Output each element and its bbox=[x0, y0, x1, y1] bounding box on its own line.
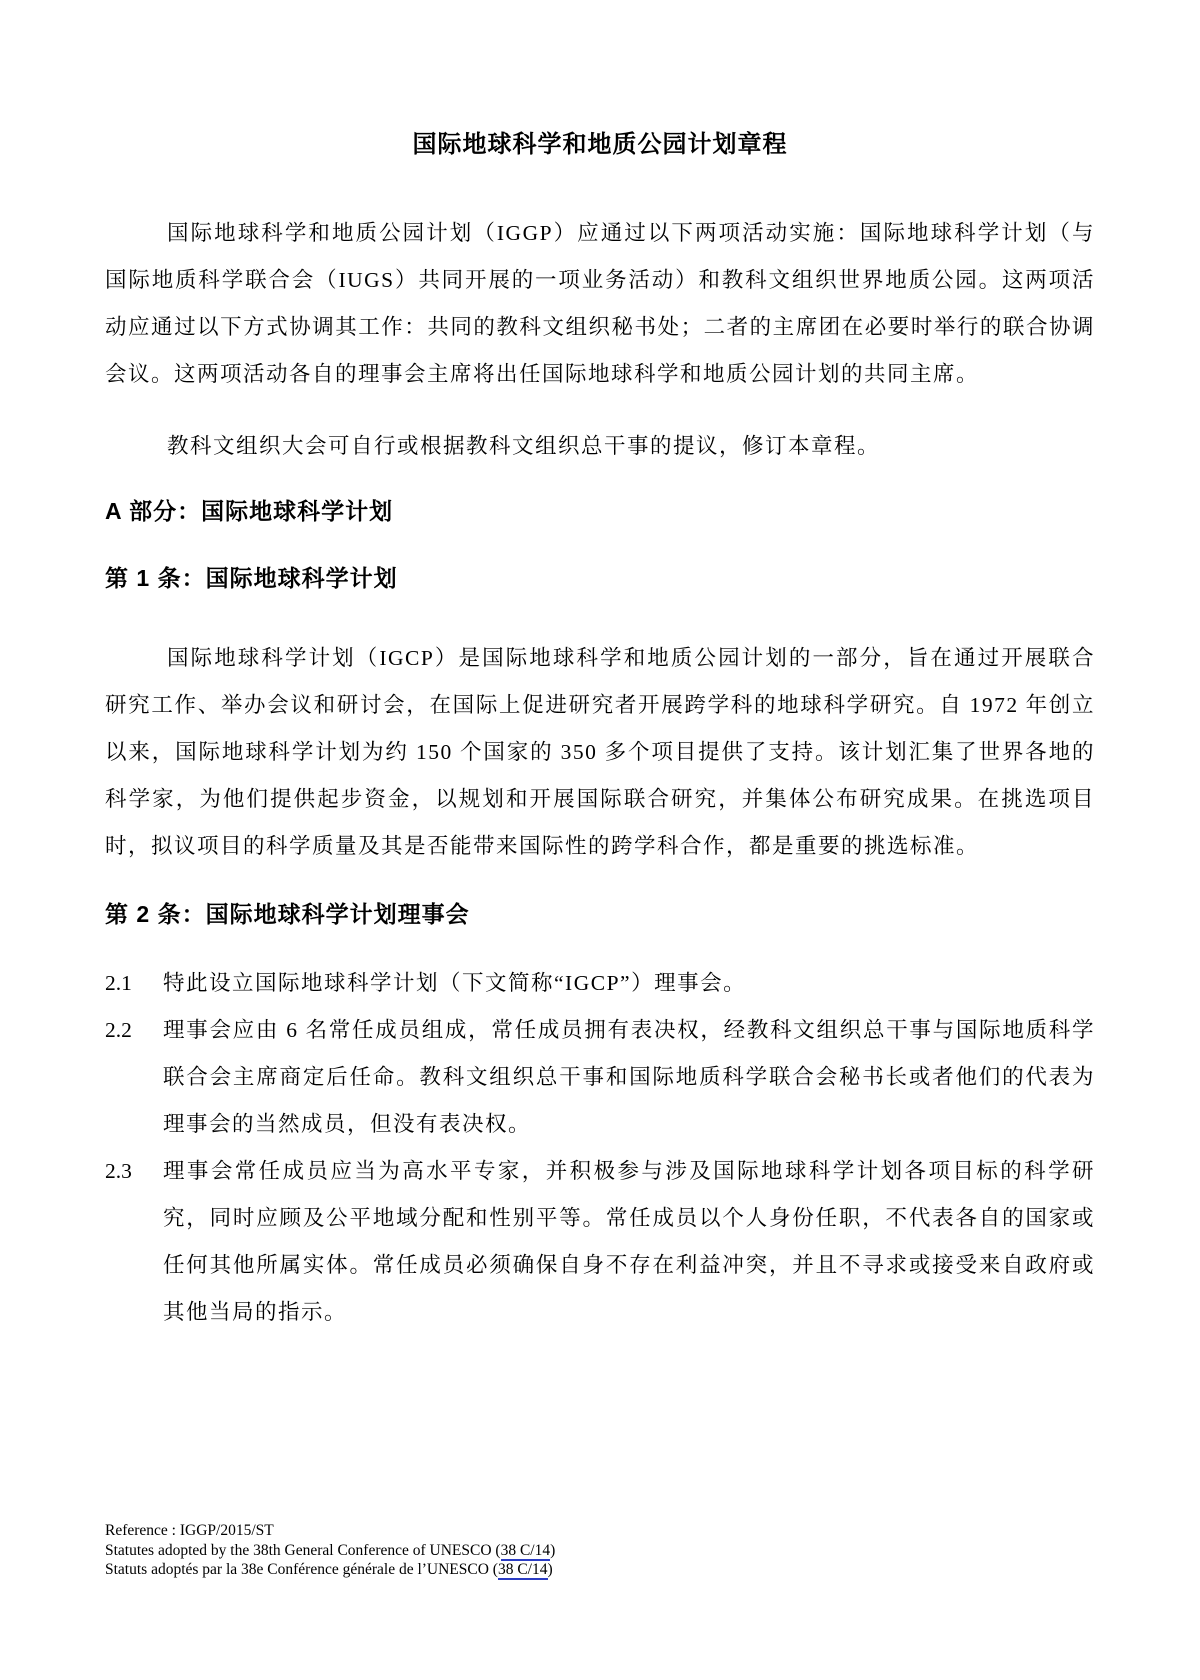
link-38c14-fr[interactable]: 38 C/14 bbox=[497, 1561, 548, 1578]
paragraph-igcp-description: 国际地球科学计划（IGCP）是国际地球科学和地质公园计划的一部分，旨在通过开展联合研究工作、举办会议和研讨会，在国际上促进研究者开展跨学科的地球科学研究。自 1972 年创立以来，国际地球科学计划为约 150 个国家的 350 多个项目提供了支持。该计划汇集了世界各地的科学家，为他们提供起步资金，以规划和开展国际联合研究，并集体公布研究成果。在挑选项目时，拟议项目的科学质量及其是否能带来国际性的跨学科合作，都是重要的挑选标准。 bbox=[105, 646, 1095, 858]
footer-reference: Reference : IGGP/2015/ST bbox=[105, 1522, 274, 1539]
footer-statutes-en-close: ) bbox=[550, 1541, 556, 1559]
article-1-heading: 第 1 条：国际地球科学计划 bbox=[105, 565, 398, 591]
item-text: 特此设立国际地球科学计划（下文简称“IGCP”）理事会。 bbox=[163, 971, 747, 995]
item-number: 2.1 bbox=[105, 971, 132, 995]
paragraph-amendment: 教科文组织大会可自行或根据教科文组织总干事的提议，修订本章程。 bbox=[167, 434, 881, 458]
article-2-heading: 第 2 条：国际地球科学计划理事会 bbox=[105, 901, 470, 927]
link-38c14-en[interactable]: 38 C/14 bbox=[500, 1541, 551, 1559]
paragraph-iggp-intro: 国际地球科学和地质公园计划（IGGP）应通过以下两项活动实施：国际地球科学计划（与国际地质科学联合会（IUGS）共同开展的一项业务活动）和教科文组织世界地质公园。这两项活动应通过以下方式协调其工作：共同的教科文组织秘书处；二者的主席团在必要时举行的联合协调会议。这两项活动各自的理事会主席将出任国际地球科学和地质公园计划的共同主席。 bbox=[105, 221, 1095, 386]
item-text: 理事会应由 6 名常任成员组成，常任成员拥有表决权，经教科文组织总干事与国际地质科学联合会主席商定后任命。教科文组织总干事和国际地质科学联合会秘书长或者他们的代表为理事会的当然成员，但没有表决权。 bbox=[163, 1018, 1095, 1136]
list-item-2-1 bbox=[105, 960, 1095, 1007]
item-number: 2.2 bbox=[105, 1018, 132, 1042]
document-footer bbox=[105, 1521, 1095, 1580]
document-title: 国际地球科学和地质公园计划章程 bbox=[412, 131, 788, 158]
footer-statutes-fr-close: ) bbox=[547, 1561, 553, 1578]
list-item-2-2 bbox=[105, 1007, 1095, 1148]
footer-statutes-fr-text: Statuts adoptés par la 38e Conférence générale de l’UNESCO ( bbox=[105, 1561, 498, 1578]
article-2-clauses bbox=[105, 960, 1095, 1336]
list-item-2-3 bbox=[105, 1148, 1095, 1336]
item-number: 2.3 bbox=[105, 1159, 132, 1183]
footer-statutes-fr bbox=[105, 1560, 1095, 1580]
section-a-heading: A 部分：国际地球科学计划 bbox=[105, 498, 394, 524]
footer-statutes-en-text: Statutes adopted by the 38th General Conference of UNESCO ( bbox=[105, 1541, 501, 1559]
item-text: 理事会常任成员应当为高水平专家，并积极参与涉及国际地球科学计划各项目标的科学研究，同时应顾及公平地域分配和性别平等。常任成员以个人身份任职，不代表各自的国家或任何其他所属实体。常任成员必须确保自身不存在利益冲突，并且不寻求或接受来自政府或其他当局的指示。 bbox=[163, 1159, 1095, 1324]
footer-statutes-en bbox=[105, 1541, 1095, 1561]
